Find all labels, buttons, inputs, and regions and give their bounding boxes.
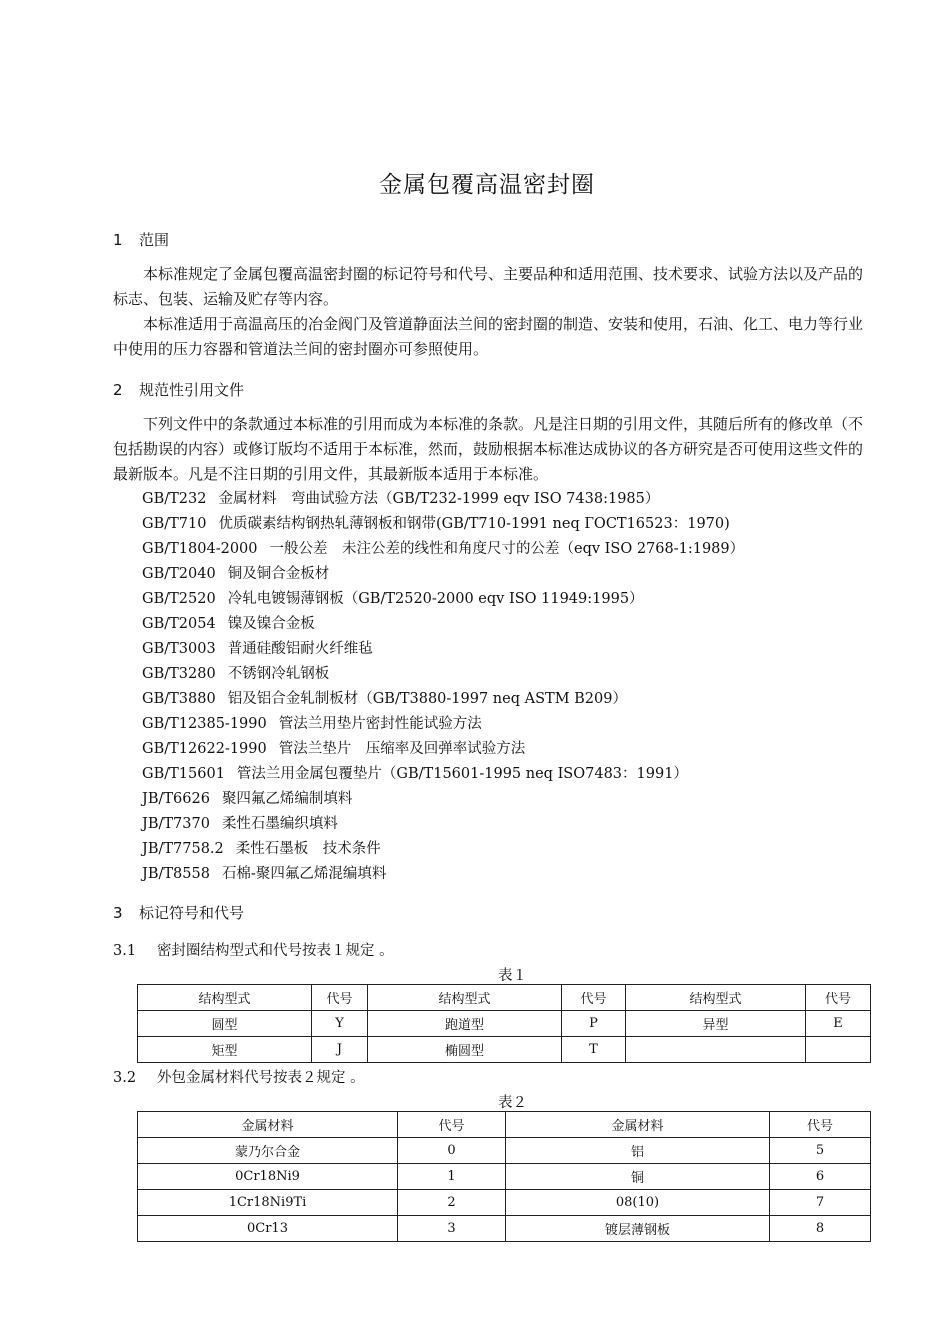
table-cell: 0Cr18Ni9 <box>138 1164 398 1190</box>
table-cell: 圆型 <box>138 1011 312 1037</box>
header-cell: 代号 <box>806 985 871 1011</box>
header-cell: 结构型式 <box>138 985 312 1011</box>
table-cell: 铝 <box>506 1138 770 1164</box>
reference-item <box>142 687 744 712</box>
section-number: 1 <box>113 231 123 249</box>
table-cell: 跑道型 <box>368 1011 562 1037</box>
section-2-paragraph: 下列文件中的条款通过本标准的引用而成为本标准的条款。凡是注日期的引用文件，其随后所有的修改单（不包括勘误的内容）或修订版均不适用于本标准，然而，鼓励根据本标准达成协议的各方研究是否可使用这些文件的最新版本。凡是不注日期的引用文件，其最新版本适用于本标准。 <box>113 415 864 483</box>
reference-item <box>142 662 744 687</box>
section-title: 标记符号和代号 <box>139 904 245 922</box>
reference-code: GB/T3880 <box>142 691 216 707</box>
reference-code: GB/T15601 <box>142 766 225 782</box>
table-cell <box>806 1037 871 1063</box>
header-cell: 代号 <box>770 1112 871 1138</box>
table-cell: 1 <box>398 1164 506 1190</box>
header-cell: 金属材料 <box>506 1112 770 1138</box>
reference-code: GB/T1804-2000 <box>142 541 258 557</box>
table-row <box>138 1037 871 1063</box>
reference-item <box>142 612 744 637</box>
section-1-paragraph-2: 本标准适用于高温高压的冶金阀门及管道静面法兰间的密封圈的制造、安装和使用，石油、化工、电力等行业中使用的压力容器和管道法兰间的密封圈亦可参照使用。 <box>113 315 864 358</box>
reference-item <box>142 512 744 537</box>
reference-code: GB/T3003 <box>142 641 216 657</box>
reference-code: GB/T2520 <box>142 591 216 607</box>
table-header-row <box>138 985 871 1011</box>
header-cell: 结构型式 <box>368 985 562 1011</box>
clause-3-2 <box>113 1066 365 1087</box>
reference-code: JB/T7370 <box>142 816 210 832</box>
table-cell: 矩型 <box>138 1037 312 1063</box>
reference-code: GB/T2040 <box>142 566 216 582</box>
section-2-heading <box>113 379 244 400</box>
table-cell: 08(10) <box>506 1190 770 1216</box>
header-cell: 代号 <box>312 985 368 1011</box>
table-header-row <box>138 1112 871 1138</box>
section-1-heading <box>113 229 169 250</box>
header-cell: 结构型式 <box>626 985 806 1011</box>
reference-title: 冷轧电镀锡薄钢板（GB/T2520-2000 eqv ISO 11949:1995） <box>227 591 644 607</box>
reference-code: JB/T8558 <box>142 866 210 882</box>
table-row <box>138 1164 871 1190</box>
table-cell: T <box>562 1037 626 1063</box>
table-cell: 0Cr13 <box>138 1216 398 1242</box>
reference-title: 不锈钢冷轧钢板 <box>227 666 330 682</box>
table-1-caption: 表１ <box>498 968 527 984</box>
table-cell: 3 <box>398 1216 506 1242</box>
header-cell: 代号 <box>562 985 626 1011</box>
reference-code: GB/T3280 <box>142 666 216 682</box>
table-cell: 蒙乃尔合金 <box>138 1138 398 1164</box>
reference-code: GB/T2054 <box>142 616 216 632</box>
reference-item <box>142 562 744 587</box>
reference-title: 一般公差 未注公差的线性和角度尺寸的公差（eqv ISO 2768-1:1989） <box>269 541 745 557</box>
reference-code: JB/T7758.2 <box>142 841 224 857</box>
section-number: 2 <box>113 381 123 399</box>
reference-item <box>142 712 744 737</box>
reference-code: GB/T12622-1990 <box>142 741 267 757</box>
table-cell: 铜 <box>506 1164 770 1190</box>
table-cell: 0 <box>398 1138 506 1164</box>
reference-title: 铜及铜合金板材 <box>227 566 330 582</box>
table-2-material-codes <box>137 1111 871 1242</box>
table-cell: 5 <box>770 1138 871 1164</box>
table-row <box>138 1190 871 1216</box>
reference-title: 管法兰用金属包覆垫片（GB/T15601-1995 neq ISO7483：1991） <box>236 766 688 782</box>
reference-title: 石棉-聚四氟乙烯混编填料 <box>221 866 387 882</box>
reference-title: 聚四氟乙烯编制填料 <box>221 791 353 807</box>
table-1-structure-codes <box>137 984 871 1063</box>
table-cell: 2 <box>398 1190 506 1216</box>
table-cell: 异型 <box>626 1011 806 1037</box>
reference-title: 管法兰用垫片密封性能试验方法 <box>278 716 482 732</box>
header-cell: 金属材料 <box>138 1112 398 1138</box>
reference-code: JB/T6626 <box>142 791 210 807</box>
section-title: 规范性引用文件 <box>139 381 245 399</box>
reference-item <box>142 787 744 812</box>
table-cell: 6 <box>770 1164 871 1190</box>
document-title: 金属包覆高温密封圈 <box>379 172 595 198</box>
reference-item <box>142 762 744 787</box>
reference-title: 铝及铝合金轧制板材（GB/T3880-1997 neq ASTM B209） <box>227 691 627 707</box>
table-cell <box>626 1037 806 1063</box>
table-cell: 椭圆型 <box>368 1037 562 1063</box>
section-3-heading <box>113 902 244 923</box>
section-title: 范围 <box>139 231 170 249</box>
reference-item <box>142 862 744 887</box>
table-cell: 1Cr18Ni9Ti <box>138 1190 398 1216</box>
reference-title: 柔性石墨板 技术条件 <box>235 841 381 857</box>
table-cell: E <box>806 1011 871 1037</box>
table-row <box>138 1138 871 1164</box>
clause-text: 外包金属材料代号按表２规定 。 <box>157 1070 365 1086</box>
reference-title: 优质碳素结构钢热轧薄钢板和钢带(GB/T710-1991 neq ГОСТ16523：1970) <box>218 516 730 532</box>
clause-text: 密封圈结构型式和代号按表１规定 。 <box>157 943 394 959</box>
reference-code: GB/T710 <box>142 516 207 532</box>
reference-code: GB/T232 <box>142 491 207 507</box>
header-cell: 代号 <box>398 1112 506 1138</box>
reference-item <box>142 812 744 837</box>
reference-title: 柔性石墨编织填料 <box>221 816 338 832</box>
reference-item <box>142 637 744 662</box>
table-cell: 7 <box>770 1190 871 1216</box>
reference-title: 普通硅酸铝耐火纤维毡 <box>227 641 373 657</box>
reference-code: GB/T12385-1990 <box>142 716 267 732</box>
clause-number: 3.1 <box>113 943 137 959</box>
table-cell: 8 <box>770 1216 871 1242</box>
table-cell: J <box>312 1037 368 1063</box>
reference-title: 金属材料 弯曲试验方法（GB/T232-1999 eqv ISO 7438:1985） <box>218 491 660 507</box>
reference-item <box>142 487 744 512</box>
reference-title: 管法兰垫片 压缩率及回弹率试验方法 <box>278 741 526 757</box>
section-1-paragraph-1: 本标准规定了金属包覆高温密封圈的标记符号和代号、主要品种和适用范围、技术要求、试验方法以及产品的标志、包装、运输及贮存等内容。 <box>113 265 864 308</box>
reference-item <box>142 737 744 762</box>
clause-3-1 <box>113 939 394 960</box>
reference-item <box>142 837 744 862</box>
table-row <box>138 1011 871 1037</box>
reference-title: 镍及镍合金板 <box>227 616 315 632</box>
table-2-caption: 表２ <box>498 1095 527 1111</box>
table-cell: Y <box>312 1011 368 1037</box>
normative-references-list <box>142 487 744 887</box>
table-cell: P <box>562 1011 626 1037</box>
table-cell: 镀层薄钢板 <box>506 1216 770 1242</box>
reference-item <box>142 537 744 562</box>
reference-item <box>142 587 744 612</box>
table-row <box>138 1216 871 1242</box>
clause-number: 3.2 <box>113 1070 137 1086</box>
section-number: 3 <box>113 904 123 922</box>
